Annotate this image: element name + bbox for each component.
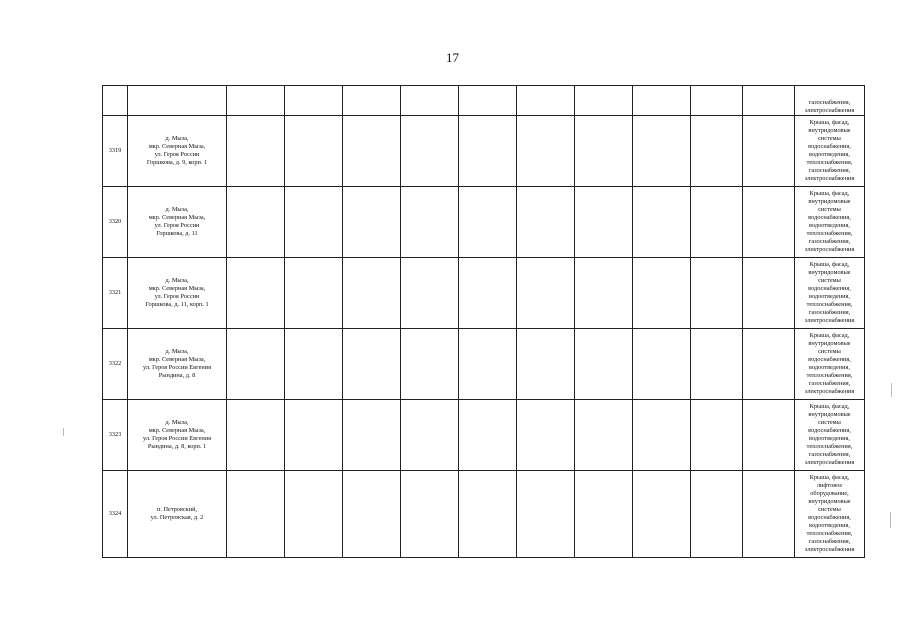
address-line: д. Мыза, — [165, 134, 189, 142]
empty-cell — [633, 471, 691, 558]
works-line: водоотведения, — [809, 293, 850, 300]
address-line: ул. Героя России — [154, 293, 200, 300]
empty-cell — [743, 258, 795, 329]
works-line: газоснабжения, — [808, 380, 851, 388]
empty-cell — [517, 86, 575, 116]
works-line: теплоснабжения, — [806, 159, 853, 167]
number-cell: 3322 — [103, 329, 128, 400]
works-line: водоотведения, — [809, 222, 850, 229]
address-cell — [128, 400, 227, 471]
address-line: мкр. Северная Мыза, — [148, 355, 206, 363]
address-line: мкр. Северная Мыза, — [148, 142, 206, 150]
address-line: Горшкова, д. 9, корп. 1 — [146, 159, 208, 167]
address-line: Горшкова, д. 11 — [156, 230, 198, 238]
works-line: внутридомовые — [808, 197, 851, 205]
address-line: д. Мыза, — [165, 276, 189, 284]
empty-cell — [459, 329, 517, 400]
works-cell — [795, 187, 865, 258]
works-line: лифтовое — [816, 481, 843, 489]
empty-cell — [285, 187, 343, 258]
table-row — [103, 329, 865, 400]
works-line: газоснабжения, — [808, 538, 851, 546]
works-line: водоснабжения, — [808, 213, 851, 221]
empty-cell — [743, 471, 795, 558]
empty-cell — [285, 116, 343, 187]
empty-cell — [691, 329, 743, 400]
empty-cell — [459, 258, 517, 329]
address-line: Рындина, д. 8 — [158, 372, 196, 380]
works-line: Крыша, фасад, — [809, 331, 850, 339]
works-line: внутридомовые — [808, 268, 851, 276]
empty-cell — [227, 86, 285, 116]
address-line: д. Мыза, — [165, 418, 189, 426]
works-line: системы — [818, 505, 841, 513]
empty-cell — [227, 187, 285, 258]
empty-cell — [343, 471, 401, 558]
page-number: 17 — [446, 50, 459, 65]
empty-cell — [401, 187, 459, 258]
table-row-continuation — [103, 86, 865, 116]
empty-cell — [633, 258, 691, 329]
empty-cell — [517, 329, 575, 400]
scan-artifact — [63, 428, 64, 436]
works-line: внутридомовые — [808, 126, 851, 134]
works-line: водоотведения, — [809, 364, 850, 371]
works-line: водоснабжения, — [808, 426, 851, 434]
table-row — [103, 258, 865, 329]
empty-cell — [401, 471, 459, 558]
empty-cell — [633, 116, 691, 187]
empty-cell — [743, 116, 795, 187]
empty-cell — [517, 187, 575, 258]
works-line: электроснабжения — [804, 459, 855, 467]
empty-cell — [285, 329, 343, 400]
address-line: Горшкова, д. 11, корп. 1 — [145, 301, 209, 309]
empty-cell — [691, 116, 743, 187]
empty-cell — [459, 86, 517, 116]
empty-cell — [401, 116, 459, 187]
number-cell — [103, 86, 128, 116]
empty-cell — [343, 86, 401, 116]
empty-cell — [743, 400, 795, 471]
works-line: Крыша, фасад, — [809, 402, 850, 410]
works-line: внутридомовые — [808, 339, 851, 347]
works-line: водоснабжения, — [808, 284, 851, 292]
works-line: внутридомовые — [808, 410, 851, 418]
works-cell — [795, 258, 865, 329]
empty-cell — [227, 258, 285, 329]
works-cell — [795, 86, 865, 116]
address-cell — [128, 86, 227, 116]
empty-cell — [575, 187, 633, 258]
works-line: системы — [818, 347, 841, 355]
empty-cell — [343, 258, 401, 329]
works-line: системы — [818, 276, 841, 284]
empty-cell — [691, 400, 743, 471]
works-line: Крыша, фасад, — [809, 260, 850, 268]
empty-cell — [285, 400, 343, 471]
table-row — [103, 400, 865, 471]
works-line: оборудование, — [810, 489, 849, 497]
works-line: теплоснабжения, — [806, 443, 853, 451]
empty-cell — [517, 471, 575, 558]
register-table — [102, 85, 865, 558]
empty-cell — [575, 400, 633, 471]
empty-cell — [459, 400, 517, 471]
works-line: газоснабжения, — [808, 98, 851, 106]
empty-cell — [401, 258, 459, 329]
empty-cell — [575, 86, 633, 116]
address-cell — [128, 258, 227, 329]
empty-cell — [227, 329, 285, 400]
works-line: электроснабжения — [804, 317, 855, 325]
works-cell — [795, 116, 865, 187]
address-line: ул. Героя России — [154, 222, 200, 229]
works-line: электроснабжения — [804, 246, 855, 254]
number-cell: 3320 — [103, 187, 128, 258]
empty-cell — [633, 329, 691, 400]
empty-cell — [691, 258, 743, 329]
works-line: системы — [818, 134, 841, 142]
empty-cell — [575, 471, 633, 558]
empty-cell — [691, 187, 743, 258]
address-line: Рындина, д. 8, корп. 1 — [147, 443, 207, 451]
empty-cell — [227, 400, 285, 471]
empty-cell — [227, 116, 285, 187]
empty-cell — [459, 116, 517, 187]
works-line: теплоснабжения, — [806, 530, 853, 538]
empty-cell — [743, 329, 795, 400]
works-line: электроснабжения — [804, 106, 855, 114]
works-line: водоснабжения, — [808, 514, 851, 521]
address-cell — [128, 116, 227, 187]
empty-cell — [575, 116, 633, 187]
empty-cell — [401, 400, 459, 471]
empty-cell — [227, 471, 285, 558]
works-cell — [795, 400, 865, 471]
address-line: мкр. Северная Мыза, — [148, 284, 206, 292]
empty-cell — [633, 400, 691, 471]
address-line: ул. Петровская, д. 2 — [150, 514, 204, 521]
empty-cell — [691, 86, 743, 116]
address-line: д. Мыза, — [165, 347, 189, 355]
empty-cell — [517, 116, 575, 187]
table-row — [103, 471, 865, 558]
empty-cell — [401, 329, 459, 400]
table-row — [103, 116, 865, 187]
empty-cell — [401, 86, 459, 116]
number-cell: 3321 — [103, 258, 128, 329]
empty-cell — [633, 86, 691, 116]
address-line: п. Петровский, — [156, 505, 198, 513]
empty-cell — [517, 400, 575, 471]
empty-cell — [575, 258, 633, 329]
empty-cell — [343, 187, 401, 258]
works-line: Крыша, фасад, — [809, 118, 850, 126]
works-line: водоснабжения, — [808, 355, 851, 363]
scan-artifact — [891, 383, 892, 397]
empty-cell — [285, 86, 343, 116]
empty-cell — [575, 329, 633, 400]
works-cell — [795, 471, 865, 558]
works-line: газоснабжения, — [808, 167, 851, 175]
empty-cell — [517, 258, 575, 329]
address-line: ул. Героя России Евгения — [142, 364, 212, 371]
works-line: электроснабжения — [804, 388, 855, 396]
empty-cell — [343, 400, 401, 471]
works-cell — [795, 329, 865, 400]
number-cell: 3319 — [103, 116, 128, 187]
works-line: электроснабжения — [804, 546, 855, 554]
scan-artifact — [890, 512, 891, 528]
works-line: Крыша, фасад, — [809, 473, 850, 481]
address-cell — [128, 329, 227, 400]
address-cell — [128, 187, 227, 258]
address-line: д. Мыза, — [165, 205, 189, 213]
works-line: Крыша, фасад, — [809, 189, 850, 197]
works-line: системы — [818, 418, 841, 426]
works-line: газоснабжения, — [808, 309, 851, 317]
address-cell — [128, 471, 227, 558]
works-line: водоснабжения, — [808, 142, 851, 150]
empty-cell — [285, 258, 343, 329]
empty-cell — [743, 187, 795, 258]
empty-cell — [343, 116, 401, 187]
works-line: теплоснабжения, — [806, 301, 853, 309]
works-line: внутридомовые — [808, 497, 851, 505]
number-cell: 3323 — [103, 400, 128, 471]
address-line: мкр. Северная Мыза, — [148, 213, 206, 221]
empty-cell — [743, 86, 795, 116]
address-line: ул. Героя России — [154, 151, 200, 158]
empty-cell — [459, 187, 517, 258]
table-row — [103, 187, 865, 258]
works-line: системы — [818, 205, 841, 213]
works-line: водоотведения, — [809, 435, 850, 442]
empty-cell — [633, 187, 691, 258]
address-line: ул. Героя России Евгения — [142, 435, 212, 442]
works-line: теплоснабжения, — [806, 230, 853, 238]
works-line: водоотведения, — [809, 522, 850, 530]
empty-cell — [285, 471, 343, 558]
empty-cell — [459, 471, 517, 558]
works-line: электроснабжения — [804, 175, 855, 183]
works-line: теплоснабжения, — [806, 372, 853, 380]
works-line: водоотведения, — [809, 151, 850, 158]
address-line: мкр. Северная Мыза, — [148, 426, 206, 434]
empty-cell — [691, 471, 743, 558]
works-line: газоснабжения, — [808, 451, 851, 459]
number-cell: 3324 — [103, 471, 128, 558]
works-line: газоснабжения, — [808, 238, 851, 246]
empty-cell — [343, 329, 401, 400]
